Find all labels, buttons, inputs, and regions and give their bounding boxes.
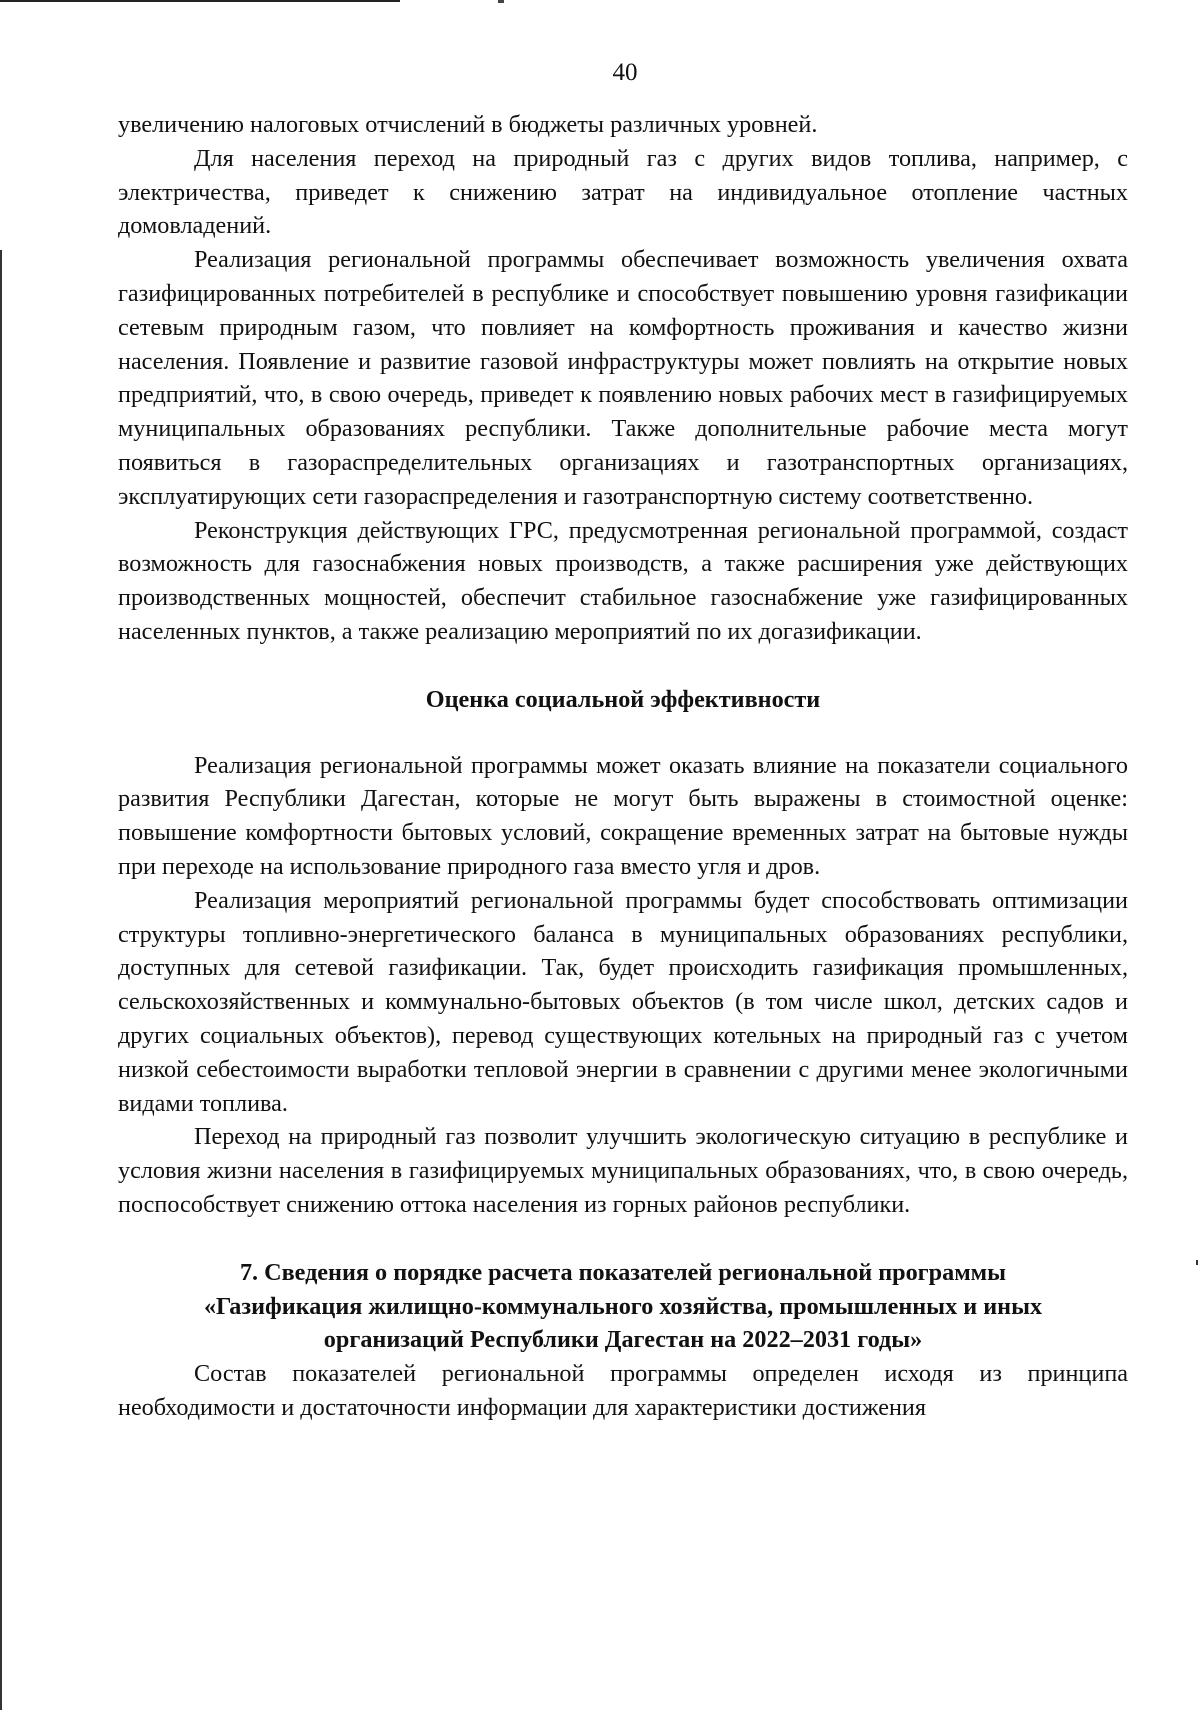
heading-section-7-line-1: 7. Сведения о порядке расчета показателей региональной программы <box>239 1258 1007 1286</box>
paragraph-gasification-coverage: Реализация региональной программы обеспечивает возможность увеличения охвата газифицированных потребителей в республике и способствует повышению уровня газификации сетевым природным газом, что повлияет на комфортность проживания и качество жизни населения. Появление и развитие газовой инфраструктуры может повлиять на открытие новых предприятий, что, в свою очередь, приведет к появлению новых рабочих мест в газифицируемых муниципальных образованиях республики. Также дополнительные рабочие места могут появиться в газораспределительных организациях и газотранспортных организациях, эксплуатирующих сети газораспределения и газотранспортную систему соответственно. <box>118 246 1128 510</box>
document-body <box>118 108 1128 1425</box>
heading-section-7-line-3: организаций Республики Дагестан на 2022–2031 годы» <box>323 1326 923 1354</box>
scan-mark-right <box>1196 1260 1198 1265</box>
scan-edge-left <box>0 250 2 1710</box>
paragraph-ecology: Переход на природный газ позволит улучшить экологическую ситуацию в республике и условия жизни населения в газифицируемых муниципальных образованиях, что, в свою очередь, поспособствует снижению оттока населения из горных районов республики. <box>118 1123 1128 1218</box>
paragraph-continuation: увеличению налоговых отчислений в бюджеты различных уровней. <box>118 111 818 138</box>
paragraph-indicators-composition: Состав показателей региональной программы определен исходя из принципа необходимости и достаточности информации для характеристики достижения <box>118 1360 1128 1421</box>
paragraph-grs-reconstruction: Реконструкция действующих ГРС, предусмотренная региональной программой, создаст возможность для газоснабжения новых производств, а также расширения уже действующих производственных мощностей, обеспечит стабильное газоснабжение уже газифицированных населенных пунктов, а также реализацию мероприятий по их догазификации. <box>118 516 1128 645</box>
heading-section-7-line-2: «Газификация жилищно-коммунального хозяйства, промышленных и иных <box>203 1292 1043 1320</box>
heading-social-efficiency: Оценка социальной эффективности <box>425 685 821 713</box>
scan-edge-top <box>0 0 400 2</box>
paragraph-social-development: Реализация региональной программы может оказать влияние на показатели социального развития Республики Дагестан, которые не могут быть выражены в стоимостной оценке: повышение комфортности бытовых условий, сокращение временных затрат на бытовые нужды при переходе на использование природного газа вместо угля и дров. <box>118 751 1128 880</box>
heading-section-7 <box>118 1256 1128 1357</box>
paragraph-heating-costs: Для населения переход на природный газ с других видов топлива, например, с электричества, приведет к снижению затрат на индивидуальное отопление частных домовладений. <box>118 144 1128 240</box>
page-number: 40 <box>612 59 638 86</box>
scan-mark-top <box>498 0 504 3</box>
paragraph-fuel-balance: Реализация мероприятий региональной программы будет способствовать оптимизации структуры топливно-энергетического баланса в муниципальных образованиях республики, доступных для сетевой газификации. Так, будет происходить газификация промышленных, сельскохозяйственных и коммунально-бытовых объектов (в том числе школ, детских садов и других социальных объектов), перевод существующих котельных на природный газ с учетом низкой себестоимости выработки тепловой энергии в сравнении с другими менее экологичными видами топлива. <box>118 886 1128 1117</box>
